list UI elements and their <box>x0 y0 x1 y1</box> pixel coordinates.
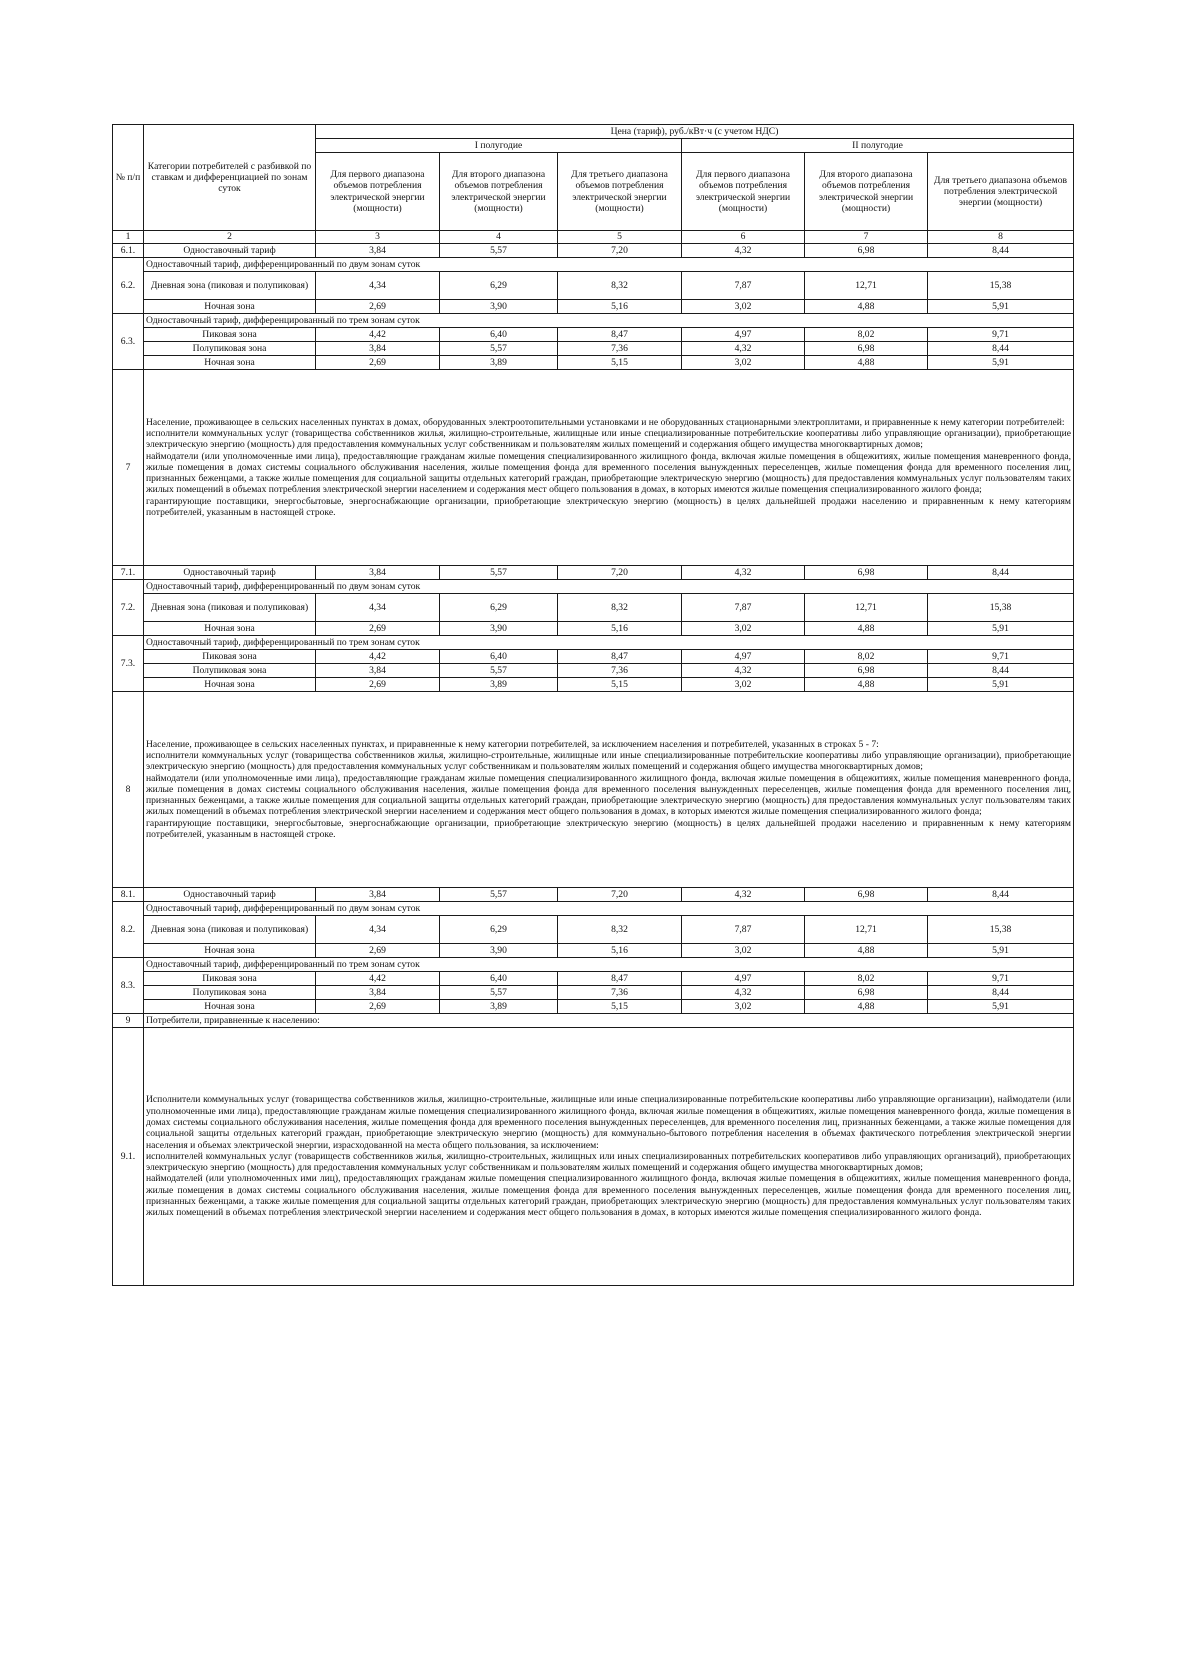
price-cell: 4,88 <box>805 622 928 636</box>
price-cell: 3,02 <box>682 356 805 370</box>
price-cell: 5,16 <box>558 944 682 958</box>
tariff-table <box>112 124 1074 1286</box>
price-cell: 8,32 <box>558 594 682 622</box>
tariff-group-label: Одноставочный тариф, дифференцированный по трем зонам суток <box>144 636 1074 650</box>
category-label: Одноставочный тариф <box>144 244 316 258</box>
description-paragraph: гарантирующие поставщики, энергосбытовые, энергоснабжающие организации, приобретающие электрическую энергию (мощность) в целях дальнейшей продажи населению и приравненным к нему категориям потребителей, указанным в настоящей строке. <box>146 817 1072 841</box>
price-cell: 5,91 <box>928 1000 1074 1014</box>
price-cell: 6,98 <box>805 566 928 580</box>
price-cell: 6,98 <box>805 244 928 258</box>
price-cell: 2,69 <box>316 622 440 636</box>
price-cell: 12,71 <box>805 916 928 944</box>
price-cell: 3,84 <box>316 664 440 678</box>
row-number: 8.2. <box>113 902 144 958</box>
category-label: Ночная зона <box>144 356 316 370</box>
header-range-1: Для первого диапазона объемов потребления электрической энергии (мощности) <box>316 153 440 231</box>
row-number: 6.3. <box>113 314 144 370</box>
price-cell: 6,98 <box>805 664 928 678</box>
col-number: 4 <box>440 231 558 244</box>
category-label: Дневная зона (пиковая и полупиковая) <box>144 594 316 622</box>
price-cell: 4,32 <box>682 664 805 678</box>
description-paragraph: наймодатели (или уполномоченные ими лица), предоставляющие гражданам жилые помещения специализированного жилищного фонда, включая жилые помещения в общежитиях, жилые помещения маневренного фонда, жилые помещения в домах системы социального обслуживания населения, жилые помещения фонда для временного поселения вынужденных переселенцев, жилые помещения фонда для временного поселения лиц, признанных беженцами, а также жилые помещения для социальной защиты отдельных категорий граждан, приобретающие электрическую энергию (мощность) для предоставления коммунальных услуг пользователям таких жилых помещений в объемах потребления электрической энергии населением и содержания мест общего пользования в домах, в которых имеются жилые помещения специализированного жилого фонда; <box>146 450 1072 496</box>
category-label: Пиковая зона <box>144 328 316 342</box>
price-cell: 3,89 <box>440 356 558 370</box>
price-cell: 7,87 <box>682 916 805 944</box>
price-cell: 3,02 <box>682 300 805 314</box>
category-label: Пиковая зона <box>144 650 316 664</box>
col-number: 7 <box>805 231 928 244</box>
price-cell: 5,57 <box>440 664 558 678</box>
price-cell: 2,69 <box>316 678 440 692</box>
price-cell: 5,15 <box>558 1000 682 1014</box>
price-cell: 6,98 <box>805 342 928 356</box>
price-cell: 2,69 <box>316 1000 440 1014</box>
price-cell: 4,34 <box>316 272 440 300</box>
price-cell: 3,02 <box>682 944 805 958</box>
price-cell: 4,88 <box>805 678 928 692</box>
price-cell: 3,89 <box>440 678 558 692</box>
price-cell: 5,15 <box>558 356 682 370</box>
category-label: Ночная зона <box>144 678 316 692</box>
category-description <box>144 1028 1074 1286</box>
price-cell: 2,69 <box>316 944 440 958</box>
tariff-group-label: Одноставочный тариф, дифференцированный по двум зонам суток <box>144 258 1074 272</box>
price-cell: 4,32 <box>682 566 805 580</box>
tariff-document <box>112 124 1073 1286</box>
header-col-no: № п/п <box>113 125 144 231</box>
category-description <box>144 370 1074 566</box>
price-cell: 5,16 <box>558 300 682 314</box>
price-cell: 9,71 <box>928 972 1074 986</box>
price-cell: 4,32 <box>682 888 805 902</box>
category-label: Ночная зона <box>144 944 316 958</box>
description-paragraph: Население, проживающее в сельских населенных пунктах, и приравненные к нему категории потребителей, за исключением населения и потребителей, указанных в строках 5 - 7: <box>146 738 879 750</box>
row-number: 8.3. <box>113 958 144 1014</box>
header-range-2: Для второго диапазона объемов потребления электрической энергии (мощности) <box>440 153 558 231</box>
price-cell: 4,97 <box>682 650 805 664</box>
price-cell: 5,91 <box>928 622 1074 636</box>
price-cell: 7,20 <box>558 244 682 258</box>
col-number: 2 <box>144 231 316 244</box>
tariff-group-label: Одноставочный тариф, дифференцированный по трем зонам суток <box>144 958 1074 972</box>
price-cell: 3,02 <box>682 622 805 636</box>
row-number: 7.3. <box>113 636 144 692</box>
price-cell: 5,91 <box>928 944 1074 958</box>
price-cell: 4,88 <box>805 944 928 958</box>
price-cell: 3,84 <box>316 342 440 356</box>
row-number: 9.1. <box>113 1028 144 1286</box>
price-cell: 8,44 <box>928 664 1074 678</box>
price-cell: 9,71 <box>928 328 1074 342</box>
tariff-group-label: Одноставочный тариф, дифференцированный по трем зонам суток <box>144 314 1074 328</box>
description-paragraph: наймодателей (или уполномоченных ими лиц), предоставляющих гражданам жилые помещения специализированного жилищного фонда, включая жилые помещения в общежитиях, жилые помещения маневренного фонда, жилые помещения в домах системы социального обслуживания населения, жилые помещения фонда для временного поселения вынужденных переселенцев, жилые помещения фонда для временного поселения лиц, признанных беженцами, а также жилые помещения для социальной защиты отдельных категорий граждан, приобретающих электрическую энергию (мощность) для предоставления коммунальных услуг пользователям таких жилых помещений в объемах потребления электрической энергии населением и содержания мест общего пользования в домах, в которых имеются жилые помещения специализированного жилого фонда. <box>146 1173 1072 1219</box>
price-cell: 3,84 <box>316 566 440 580</box>
row-number: 8.1. <box>113 888 144 902</box>
price-cell: 5,91 <box>928 300 1074 314</box>
category-label: Дневная зона (пиковая и полупиковая) <box>144 272 316 300</box>
row-number: 7 <box>113 370 144 566</box>
price-cell: 4,88 <box>805 356 928 370</box>
price-cell: 5,57 <box>440 342 558 356</box>
category-description <box>144 692 1074 888</box>
price-cell: 4,97 <box>682 972 805 986</box>
price-cell: 8,44 <box>928 244 1074 258</box>
price-cell: 4,88 <box>805 300 928 314</box>
price-cell: 6,98 <box>805 888 928 902</box>
price-cell: 15,38 <box>928 594 1074 622</box>
price-cell: 4,42 <box>316 328 440 342</box>
price-cell: 6,29 <box>440 272 558 300</box>
price-cell: 8,44 <box>928 986 1074 1000</box>
price-cell: 3,90 <box>440 300 558 314</box>
price-cell: 5,57 <box>440 888 558 902</box>
description-paragraph: исполнители коммунальных услуг (товарищества собственников жилья, жилищно-строительные, жилищные или иные специализированные потребительские кооперативы либо управляющие организации), приобретающие электрическую энергию (мощность) для предоставления коммунальных услуг собственникам и пользователям жилых помещений и содержания общего имущества многоквартирных домов; <box>146 749 1072 773</box>
price-cell: 8,44 <box>928 566 1074 580</box>
price-cell: 12,71 <box>805 594 928 622</box>
description-paragraph: наймодатели (или уполномоченные ими лица), предоставляющие гражданам жилые помещения специализированного жилищного фонда, включая жилые помещения в общежитиях, жилые помещения маневренного фонда, жилые помещения в домах системы социального обслуживания населения, жилые помещения фонда для временного поселения вынужденных переселенцев, жилые помещения фонда для временного поселения лиц, признанных беженцами, а также жилые помещения для социальной защиты отдельных категорий граждан, приобретающие электрическую энергию (мощность) для предоставления коммунальных услуг пользователям таких жилых помещений в объемах потребления электрической энергии населением и содержания мест общего пользования в домах, в которых имеются жилые помещения специализированного жилого фонда; <box>146 772 1072 818</box>
description-paragraph: Исполнители коммунальных услуг (товарищества собственников жилья, жилищно-строительные, жилищные или иные специализированные потребительские кооперативы либо управляющие организации), наймодатели (или уполномоченные ими лица), предоставляющие гражданам жилые помещения специализированного жилищного фонда, включая жилые помещения в общежитиях, жилые помещения маневренного фонда, жилые помещения в домах системы социального обслуживания населения, жилые помещения фонда для временного поселения вынужденных переселенцев, для временного поселения лиц, признанных беженцами, а также жилые помещения для социальной защиты отдельных категорий граждан, приобретающие электрическую энергию (мощность) для коммунально-бытового потребления населения в объемах фактического потребления электрической энергии населения и объемах электрической энергии, израсходованной на места общего пользования, за исключением: <box>146 1094 1072 1151</box>
row-number: 8 <box>113 692 144 888</box>
price-cell: 6,40 <box>440 328 558 342</box>
description-paragraph: исполнители коммунальных услуг (товарищества собственников жилья, жилищно-строительные, жилищные или иные специализированные потребительские кооперативы либо управляющие организации), приобретающие электрическую энергию (мощность) для предоставления коммунальных услуг собственникам и пользователям жилых помещений и содержания общего имущества многоквартирных домов; <box>146 427 1072 451</box>
row-number: 7.1. <box>113 566 144 580</box>
description-paragraph: исполнителей коммунальных услуг (товариществ собственников жилья, жилищно-строительных, жилищных или иных специализированных потребительских кооперативов либо управляющих организаций), приобретающих электрическую энергию (мощность) для предоставления коммунальных услуг собственникам и пользователям жилых помещений и содержания общего имущества многоквартирных домов; <box>146 1150 1072 1174</box>
price-cell: 5,91 <box>928 678 1074 692</box>
section-title: Потребители, приравненные к населению: <box>144 1014 1074 1028</box>
description-paragraph: Население, проживающее в сельских населенных пунктах в домах, оборудованных электроотопительными установками и не оборудованных стационарными электроплитами, и приравненные к нему категории потребителей: <box>146 416 1065 428</box>
category-label: Ночная зона <box>144 622 316 636</box>
price-cell: 8,47 <box>558 328 682 342</box>
row-number: 9 <box>113 1014 144 1028</box>
price-cell: 8,47 <box>558 972 682 986</box>
category-label: Полупиковая зона <box>144 986 316 1000</box>
price-cell: 3,84 <box>316 244 440 258</box>
price-cell: 7,87 <box>682 594 805 622</box>
header-col-category: Категории потребителей с разбивкой по ставкам и дифференциацией по зонам суток <box>144 125 316 231</box>
col-number: 5 <box>558 231 682 244</box>
price-cell: 5,16 <box>558 622 682 636</box>
price-cell: 7,36 <box>558 986 682 1000</box>
header-half-1: I полугодие <box>316 139 682 153</box>
price-cell: 6,29 <box>440 916 558 944</box>
header-half-2: II полугодие <box>682 139 1074 153</box>
price-cell: 7,36 <box>558 342 682 356</box>
price-cell: 6,40 <box>440 650 558 664</box>
col-number: 6 <box>682 231 805 244</box>
price-cell: 3,84 <box>316 986 440 1000</box>
col-number: 8 <box>928 231 1074 244</box>
price-cell: 5,57 <box>440 986 558 1000</box>
price-cell: 8,47 <box>558 650 682 664</box>
category-label: Полупиковая зона <box>144 342 316 356</box>
header-range-3: Для третьего диапазона объемов потребления электрической энергии (мощности) <box>558 153 682 231</box>
header-range-5: Для второго диапазона объемов потребления электрической энергии (мощности) <box>805 153 928 231</box>
price-cell: 4,97 <box>682 328 805 342</box>
price-cell: 8,32 <box>558 916 682 944</box>
price-cell: 8,02 <box>805 972 928 986</box>
price-cell: 7,20 <box>558 888 682 902</box>
price-cell: 4,34 <box>316 594 440 622</box>
header-range-4: Для первого диапазона объемов потребления электрической энергии (мощности) <box>682 153 805 231</box>
price-cell: 5,57 <box>440 244 558 258</box>
col-number: 1 <box>113 231 144 244</box>
price-cell: 6,98 <box>805 986 928 1000</box>
price-cell: 2,69 <box>316 356 440 370</box>
price-cell: 4,34 <box>316 916 440 944</box>
price-cell: 8,32 <box>558 272 682 300</box>
category-label: Ночная зона <box>144 1000 316 1014</box>
header-col-price: Цена (тариф), руб./кВт·ч (с учетом НДС) <box>316 125 1074 139</box>
price-cell: 5,57 <box>440 566 558 580</box>
price-cell: 3,90 <box>440 944 558 958</box>
price-cell: 7,20 <box>558 566 682 580</box>
price-cell: 6,29 <box>440 594 558 622</box>
price-cell: 4,32 <box>682 342 805 356</box>
tariff-group-label: Одноставочный тариф, дифференцированный по двум зонам суток <box>144 902 1074 916</box>
price-cell: 4,32 <box>682 986 805 1000</box>
row-number: 7.2. <box>113 580 144 636</box>
row-number: 6.2. <box>113 258 144 314</box>
price-cell: 6,40 <box>440 972 558 986</box>
tariff-group-label: Одноставочный тариф, дифференцированный по двум зонам суток <box>144 580 1074 594</box>
category-label: Одноставочный тариф <box>144 566 316 580</box>
description-paragraph: гарантирующие поставщики, энергосбытовые, энергоснабжающие организации, приобретающие электрическую энергию (мощность) в целях дальнейшей продажи населению и приравненным к нему категориям потребителей, указанным в настоящей строке. <box>146 495 1072 519</box>
price-cell: 4,32 <box>682 244 805 258</box>
price-cell: 9,71 <box>928 650 1074 664</box>
price-cell: 3,02 <box>682 1000 805 1014</box>
category-label: Пиковая зона <box>144 972 316 986</box>
col-number: 3 <box>316 231 440 244</box>
header-range-6: Для третьего диапазона объемов потребления электрической энергии (мощности) <box>928 153 1074 231</box>
price-cell: 12,71 <box>805 272 928 300</box>
price-cell: 7,36 <box>558 664 682 678</box>
price-cell: 4,88 <box>805 1000 928 1014</box>
price-cell: 7,87 <box>682 272 805 300</box>
category-label: Дневная зона (пиковая и полупиковая) <box>144 916 316 944</box>
category-label: Ночная зона <box>144 300 316 314</box>
category-label: Одноставочный тариф <box>144 888 316 902</box>
price-cell: 8,02 <box>805 650 928 664</box>
price-cell: 5,15 <box>558 678 682 692</box>
price-cell: 3,02 <box>682 678 805 692</box>
price-cell: 8,02 <box>805 328 928 342</box>
price-cell: 15,38 <box>928 916 1074 944</box>
price-cell: 3,84 <box>316 888 440 902</box>
price-cell: 4,42 <box>316 650 440 664</box>
price-cell: 3,89 <box>440 1000 558 1014</box>
price-cell: 15,38 <box>928 272 1074 300</box>
price-cell: 8,44 <box>928 342 1074 356</box>
price-cell: 2,69 <box>316 300 440 314</box>
row-number: 6.1. <box>113 244 144 258</box>
price-cell: 4,42 <box>316 972 440 986</box>
price-cell: 3,90 <box>440 622 558 636</box>
price-cell: 5,91 <box>928 356 1074 370</box>
price-cell: 8,44 <box>928 888 1074 902</box>
category-label: Полупиковая зона <box>144 664 316 678</box>
